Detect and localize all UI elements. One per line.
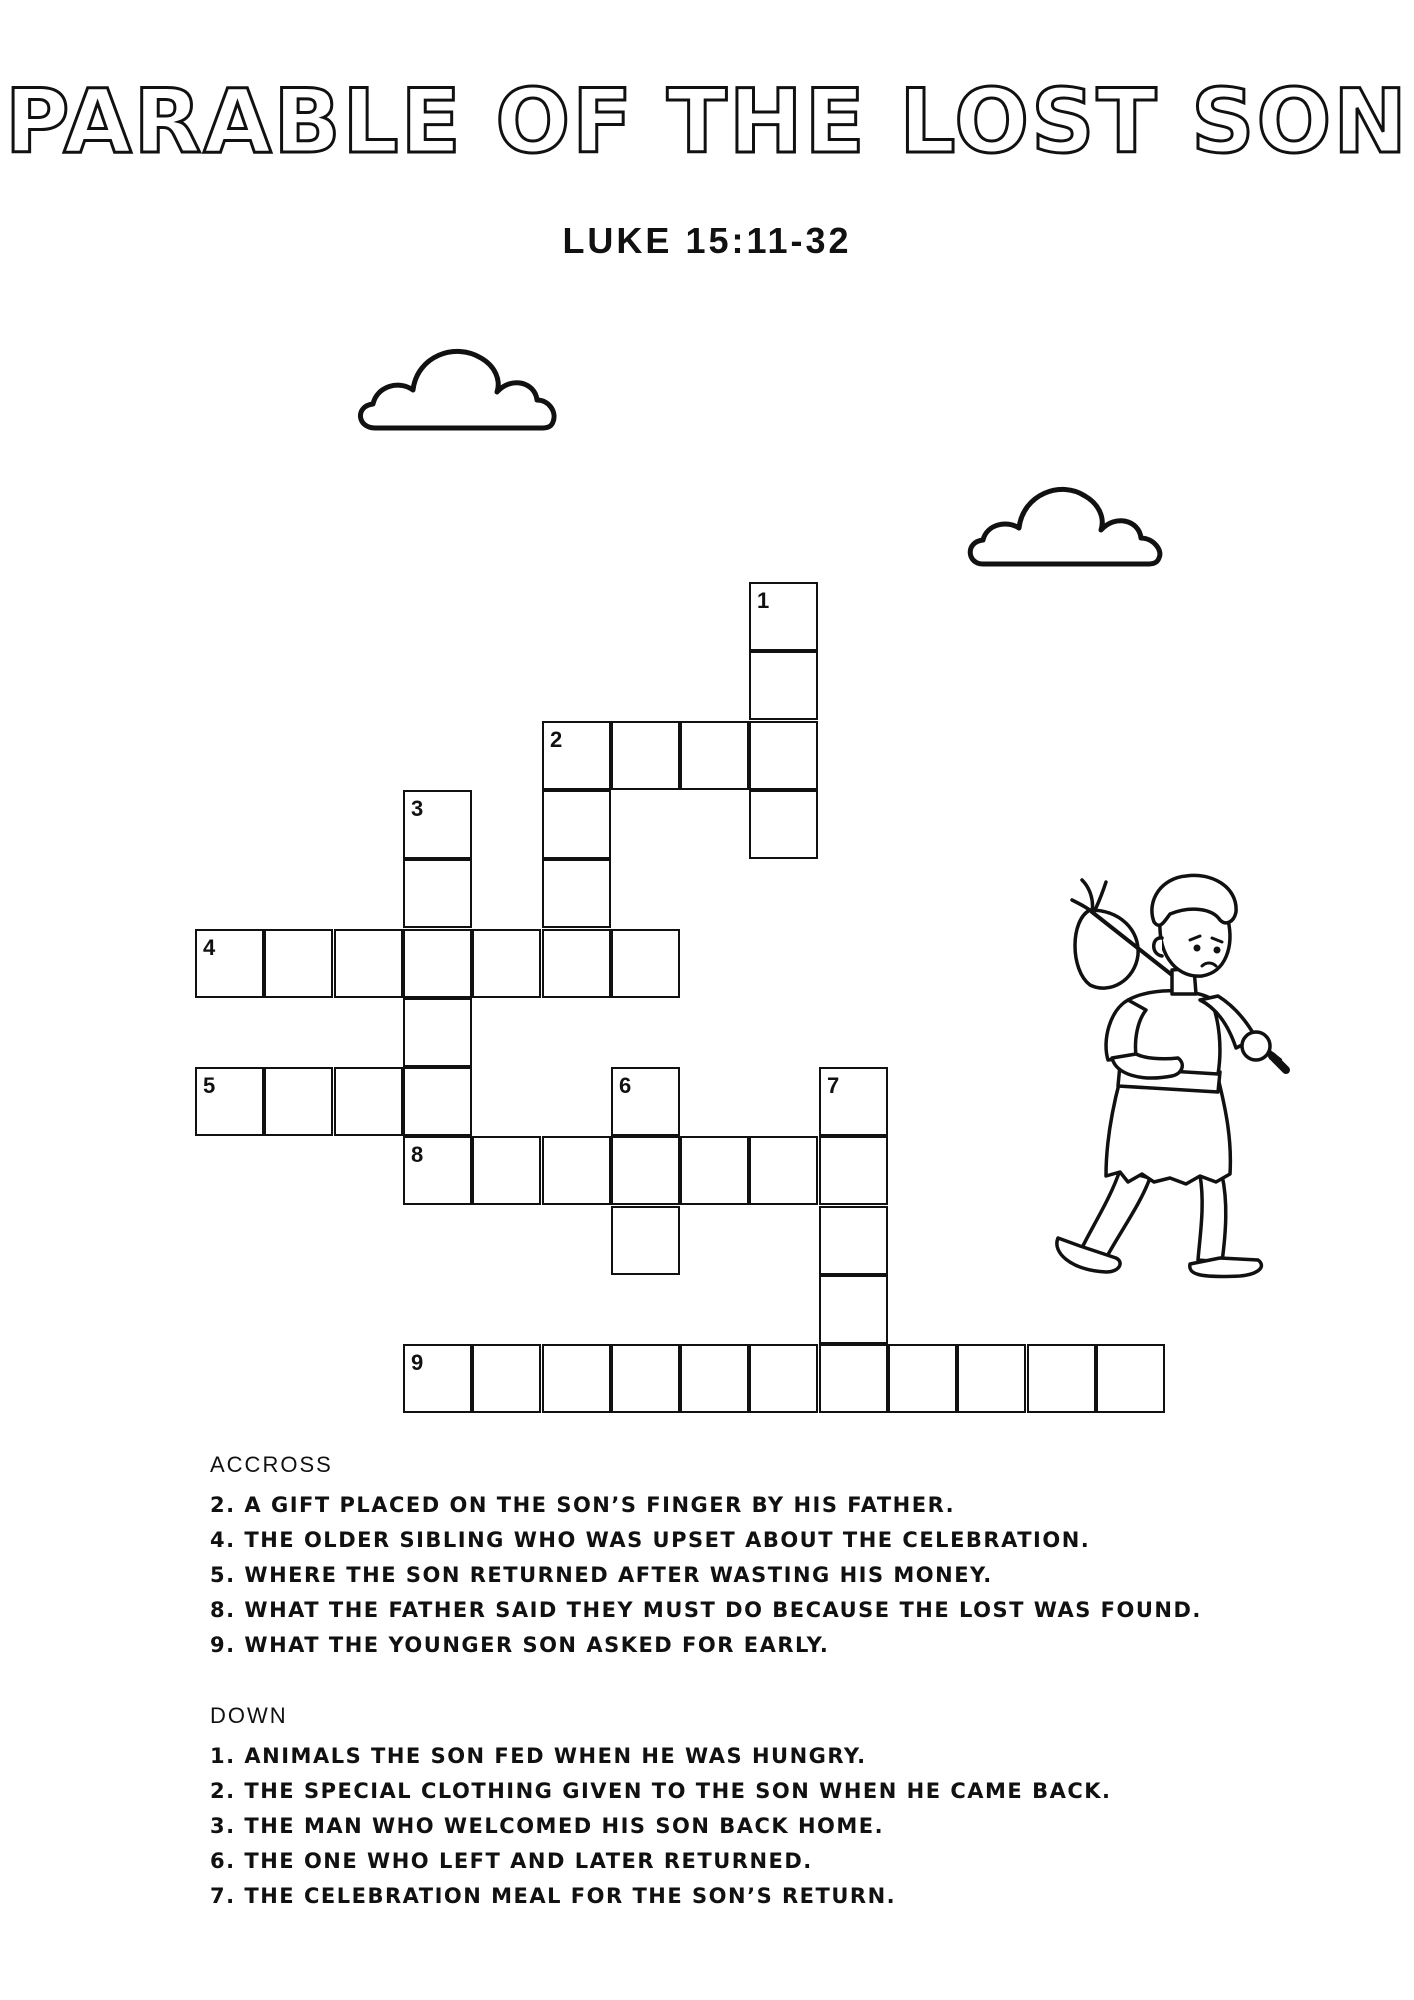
crossword-cell[interactable] (749, 721, 818, 790)
crossword-cell[interactable] (403, 929, 472, 998)
clue-number: 1 (757, 588, 770, 613)
down-clues-section (210, 1703, 1112, 1914)
crossword-cell[interactable] (819, 1275, 888, 1344)
crossword-cell[interactable] (819, 1136, 888, 1205)
crossword-cell[interactable] (1096, 1344, 1165, 1413)
across-heading: ACCROSS (210, 1452, 333, 1477)
crossword-cell[interactable] (611, 929, 680, 998)
cloud-icon (355, 330, 565, 435)
crossword-cell[interactable] (542, 1344, 611, 1413)
worksheet-title: PARABLE OF THE LOST SON (5, 70, 1409, 173)
crossword-cell[interactable] (819, 1206, 888, 1275)
crossword-cell[interactable] (334, 929, 403, 998)
crossword-cell[interactable] (819, 1344, 888, 1413)
clue-down-7: 7. THE CELEBRATION MEAL FOR THE SON’S RETURN. (210, 1884, 897, 1908)
crossword-cell[interactable] (264, 929, 333, 998)
crossword-cell[interactable] (403, 1067, 472, 1136)
crossword-cell[interactable] (403, 1344, 472, 1413)
crossword-cell[interactable] (472, 929, 541, 998)
down-clue-list (210, 1739, 1112, 1914)
crossword-cell[interactable] (1027, 1344, 1096, 1413)
crossword-cell[interactable] (195, 929, 264, 998)
crossword-cell[interactable] (403, 1136, 472, 1205)
crossword-cell[interactable] (680, 721, 749, 790)
clue-number: 6 (619, 1073, 632, 1098)
crossword-cell[interactable] (542, 790, 611, 859)
crossword-cell[interactable] (957, 1344, 1026, 1413)
crossword-cell[interactable] (611, 721, 680, 790)
crossword-cell[interactable] (542, 859, 611, 928)
clue-down-6: 6. THE ONE WHO LEFT AND LATER RETURNED. (210, 1849, 813, 1873)
clue-across-4: 4. THE OLDER SIBLING WHO WAS UPSET ABOUT THE CELEBRATION. (210, 1528, 1091, 1552)
crossword-cell[interactable] (542, 721, 611, 790)
crossword-cell[interactable] (819, 1067, 888, 1136)
clue-number: 4 (203, 935, 216, 960)
clue-down-2: 2. THE SPECIAL CLOTHING GIVEN TO THE SON WHEN HE CAME BACK. (210, 1779, 1112, 1803)
down-heading: DOWN (210, 1703, 288, 1728)
crossword-cell[interactable] (472, 1136, 541, 1205)
clue-across-5: 5. WHERE THE SON RETURNED AFTER WASTING HIS MONEY. (210, 1563, 993, 1587)
crossword-cell[interactable] (403, 859, 472, 928)
across-clue-list (210, 1488, 1202, 1663)
clue-number: 9 (411, 1350, 424, 1375)
scripture-reference: LUKE 15:11-32 (562, 220, 852, 261)
crossword-cell[interactable] (264, 1067, 333, 1136)
clue-down-1: 1. ANIMALS THE SON FED WHEN HE WAS HUNGRY. (210, 1744, 867, 1768)
clue-number: 2 (550, 727, 563, 752)
clue-down-3: 3. THE MAN WHO WELCOMED HIS SON BACK HOME. (210, 1814, 885, 1838)
crossword-cell[interactable] (611, 1206, 680, 1275)
clue-number: 5 (203, 1073, 216, 1098)
crossword-cell[interactable] (334, 1067, 403, 1136)
lost-son-illustration (1050, 860, 1290, 1290)
clue-across-9: 9. WHAT THE YOUNGER SON ASKED FOR EARLY. (210, 1633, 830, 1657)
clue-across-8: 8. WHAT THE FATHER SAID THEY MUST DO BECAUSE THE LOST WAS FOUND. (210, 1598, 1202, 1622)
crossword-cell[interactable] (542, 929, 611, 998)
crossword-cell[interactable] (611, 1067, 680, 1136)
crossword-cell[interactable] (749, 1136, 818, 1205)
crossword-cell[interactable] (403, 790, 472, 859)
crossword-cell[interactable] (472, 1344, 541, 1413)
crossword-cell[interactable] (680, 1136, 749, 1205)
crossword-cell[interactable] (680, 1344, 749, 1413)
clue-number: 7 (827, 1073, 840, 1098)
across-clues-section (210, 1452, 1202, 1663)
crossword-cell[interactable] (749, 582, 818, 651)
crossword-cell[interactable] (888, 1344, 957, 1413)
cloud-icon (965, 470, 1170, 570)
clue-across-2: 2. A GIFT PLACED ON THE SON’S FINGER BY HIS FATHER. (210, 1493, 956, 1517)
crossword-cell[interactable] (749, 790, 818, 859)
crossword-cell[interactable] (749, 651, 818, 720)
clue-number: 3 (411, 796, 424, 821)
crossword-cell[interactable] (749, 1344, 818, 1413)
crossword-cell[interactable] (611, 1344, 680, 1413)
crossword-cell[interactable] (611, 1136, 680, 1205)
crossword-cell[interactable] (195, 1067, 264, 1136)
crossword-cell[interactable] (542, 1136, 611, 1205)
crossword-cell[interactable] (403, 998, 472, 1067)
clue-number: 8 (411, 1142, 424, 1167)
